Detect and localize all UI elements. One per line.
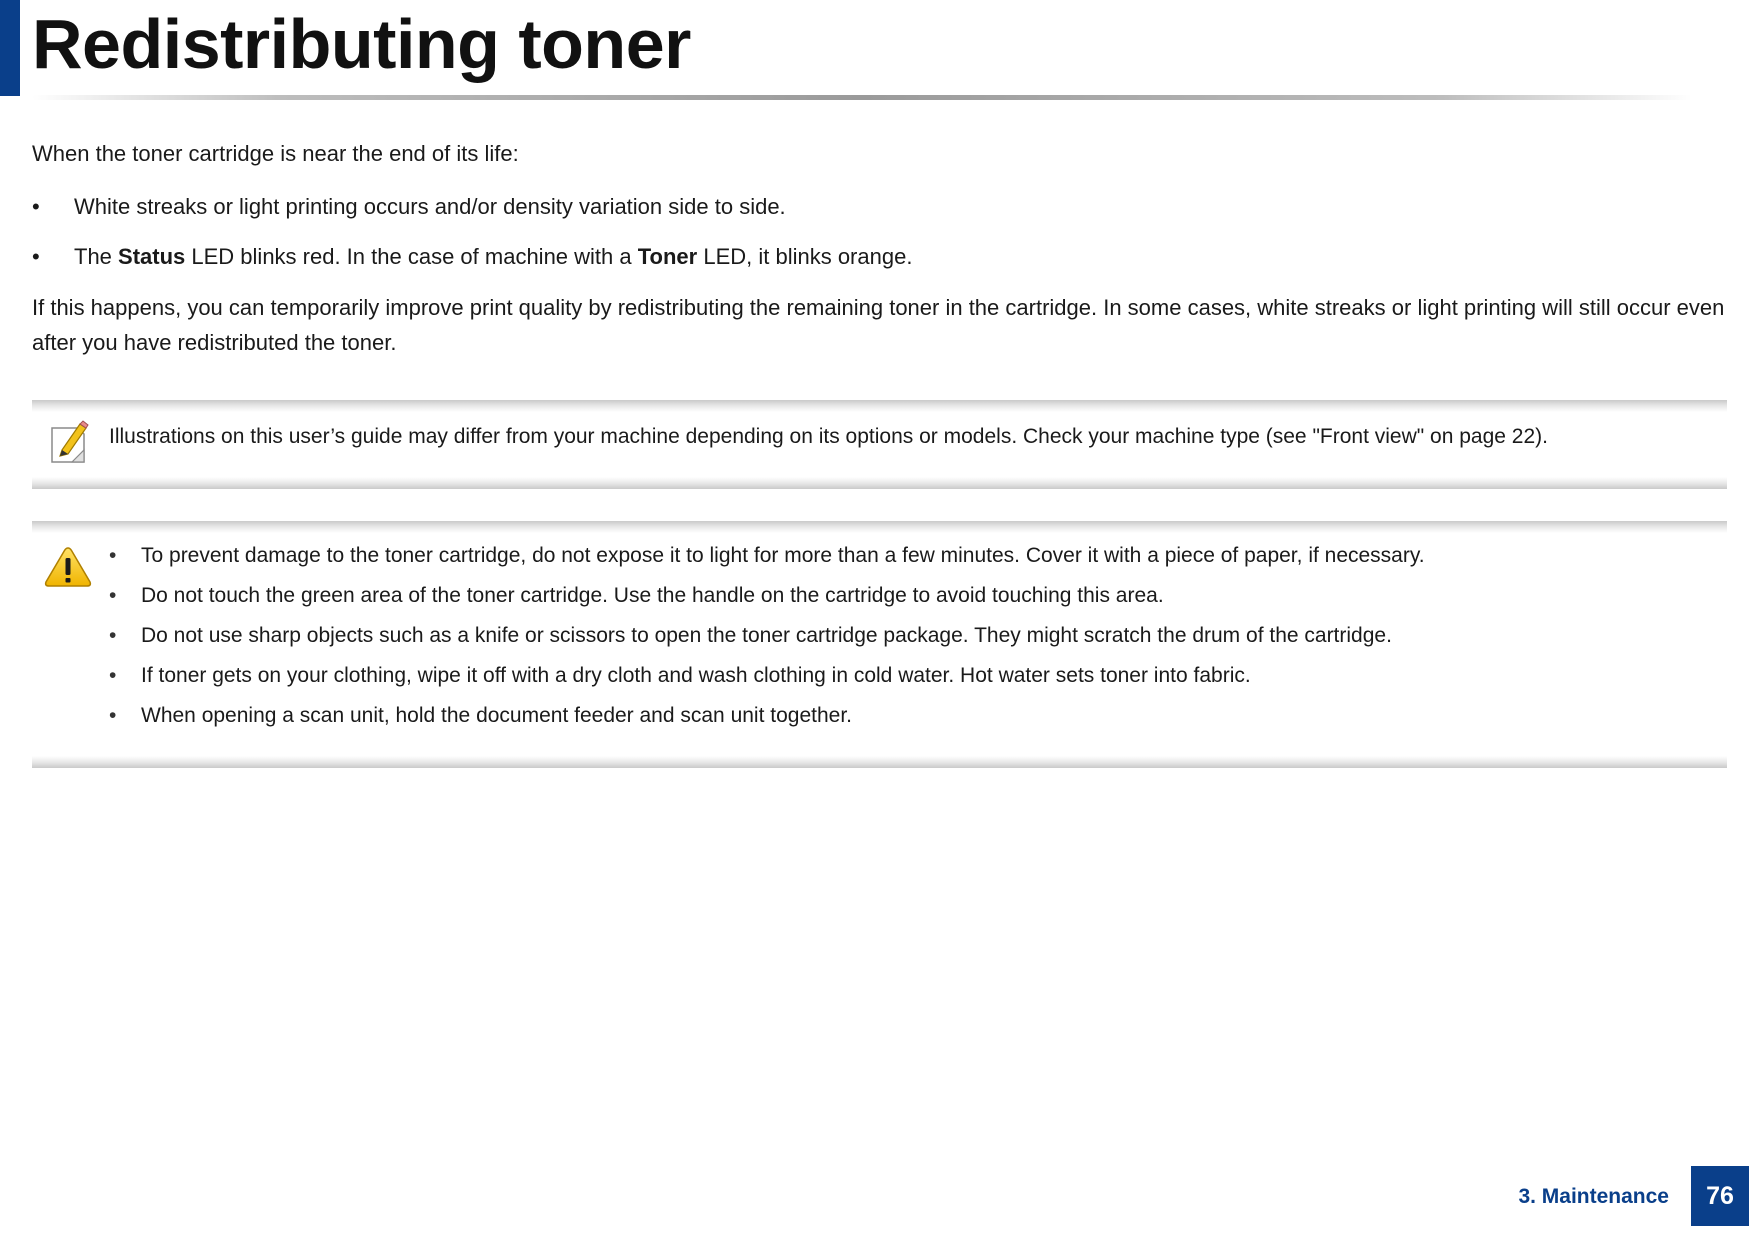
page-title: Redistributing toner	[32, 5, 691, 83]
list-item	[32, 243, 912, 271]
list-item: • Do not use sharp objects such as a knife or scissors to open the toner cartridge package. They might scratch the drum of the cartridge.	[109, 622, 1425, 650]
page-number: 76	[1691, 1166, 1749, 1226]
body-paragraph: If this happens, you can temporarily improve print quality by redistributing the remaining toner in the cartridge. In some cases, white streaks or light printing will still occur even after you have redistributed the toner.	[32, 295, 1725, 355]
note-bottom-band	[32, 756, 1727, 768]
list-item: • To prevent damage to the toner cartridge, do not expose it to light for more than a few minutes. Cover it with a piece of paper, if necessary.	[109, 542, 1425, 570]
status-led-label: Status	[118, 244, 186, 269]
footer-section-label: 3. Maintenance	[1518, 1185, 1669, 1208]
caution-list	[109, 542, 1425, 742]
list-item: • When opening a scan unit, hold the document feeder and scan unit together.	[109, 702, 1425, 730]
list-item-text: LED blinks red. In the case of machine with a	[185, 244, 638, 269]
caution-note-box	[32, 521, 1727, 768]
intro-text: When the toner cartridge is near the end of its life:	[32, 141, 519, 166]
info-note-text: Illustrations on this user’s guide may differ from your machine depending on its options or models. Check your machine type (see "Front view" on page 22).	[109, 425, 1548, 448]
note-bottom-band	[32, 477, 1727, 489]
list-item: • Do not touch the green area of the toner cartridge. Use the handle on the cartridge to avoid touching this area.	[109, 582, 1425, 610]
note-top-band	[32, 521, 1727, 533]
symptom-list	[32, 193, 912, 293]
note-top-band	[32, 400, 1727, 412]
list-item-text: White streaks or light printing occurs and/or density variation side to side.	[74, 194, 786, 219]
pencil-note-icon	[48, 420, 90, 466]
info-note-box	[32, 400, 1727, 489]
list-item	[32, 193, 912, 221]
list-item-text: The	[74, 244, 119, 269]
title-underline	[32, 92, 1692, 104]
list-item-text: LED, it blinks orange.	[697, 244, 913, 269]
title-accent-bar	[0, 0, 20, 96]
toner-led-label: Toner	[637, 244, 698, 269]
list-item: • If toner gets on your clothing, wipe it off with a dry cloth and wash clothing in cold water. Hot water sets toner into fabric.	[109, 662, 1425, 690]
warning-triangle-icon	[43, 545, 93, 589]
